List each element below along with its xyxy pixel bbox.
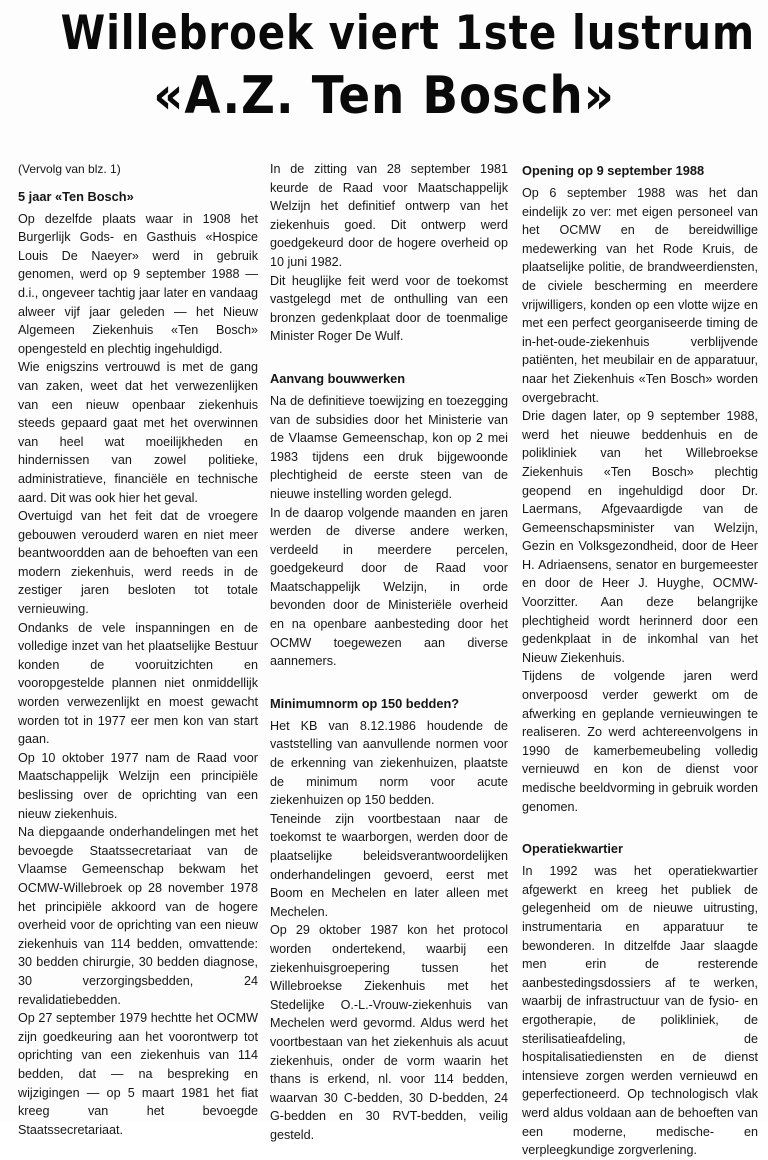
paragraph: Het KB van 8.12.1986 houdende de vaststelling van aanvullende normen voor de erkenning van ziekenhuizen, plaatste de minimum norm voor acute ziekenhuizen op 150 bedden. bbox=[270, 718, 508, 808]
column-3 bbox=[522, 160, 758, 1158]
paragraph: Drie dagen later, op 9 september 1988, werd het nieuwe beddenhuis en de polikliniek van het Willebroekse Ziekenhuis «Ten Bosch» plechtig geopend en ingehuldigd door Dr. Laermans, Afgevaardigde van de Gemeenschapsminister van Welzijn, Gezin en Volksgezondheid, door de Heer H. Adriaensens, senator en burgemeester en door de Heer J. Huyghe, OCMW-Voorzitter. Aan deze belangrijke plechtigheid wordt herinnerd door een gedenkplaat in de inkomhal van het Nieuw Ziekenhuis. bbox=[522, 409, 758, 665]
continued-note: (Vervolg van blz. 1) bbox=[18, 162, 121, 176]
spacer bbox=[522, 816, 758, 830]
paragraph: Na de definitieve toewijzing en toezegging van de subsidies door het Ministerie van de Vlaamse Gemeenschap, kon op 2 mei 1983 tijdens een druk bijgewoonde plechtigheid de eerste steen van de nieuwe instelling worden gelegd. bbox=[270, 393, 508, 501]
paragraph: Op 29 oktober 1987 kon het protocol worden ondertekend, waarbij een ziekenhuisgroepering tussen het Willebroekse Ziekenhuis met het Stedelijke O.-L.-Vrouw-ziekenhuis van Mechelen werd gevormd. Aldus werd het voortbestaan van het ziekenhuis als acuut ziekenhuis, onder de vorm waarin het thans is erkend, nl. voor 114 bedden, waarvan 30 C-bedden, 30 D-bedden, 24 G-bedden en 30 RVT-bedden, veilig gesteld. bbox=[270, 923, 508, 1142]
headline-line-1: Willebroek viert 1ste lustrum bbox=[60, 6, 755, 61]
paragraph: In 1992 was het operatiekwartier afgewerkt en kreeg het publiek de gelegenheid om de nieuwe uitrusting, instrumentaria en apparatuur te bewonderen. In ditzelfde Jaar slaagde men erin de resterende aanbestedingsdossiers af te werken, waarbij de infrastructuur van de fysio- en ergotherapie, de polikliniek, de sterilisatieafdeling, de hospitalisatiediensten en de dienst intensieve zorgen werden vernieuwd en geperfectioneerd. Op technologisch vlak werd aldus voldaan aan de behoeften van een moderne, medische- en verpleegkundige zorgverlening. bbox=[522, 864, 758, 1158]
paragraph: In de zitting van 28 september 1981 keurde de Raad voor Maatschappelijk Welzijn het definitief ontwerp van het ziekenhuis goed. Dit ontwerp werd goedgekeurd door de hogere overheid op 10 juni 1982. bbox=[270, 162, 508, 269]
column-1 bbox=[18, 160, 258, 1137]
spacer bbox=[270, 671, 508, 685]
headline-line-2: «A.Z. Ten Bosch» bbox=[153, 66, 615, 126]
paragraph: Tijdens de volgende jaren werd onverpoosd verder gewerkt om de afwerking en geplande vernieuwingen te realiseren. Zo werd achtereenvolgens in 1990 de kamerbemeubeling volledig vernieuwd en kon de dienst voor medische beeldvorming in gebruik worden genomen. bbox=[522, 669, 758, 814]
paragraph: Teneinde zijn voortbestaan naar de toekomst te waarborgen, werden door de plaatselijke beleidsverantwoordelijken onderhandelingen gevoerd, eerst met Boom en Mechelen en later alleen met Mechelen. bbox=[270, 811, 508, 919]
paragraph: Dit heuglijke feit werd voor de toekomst vastgelegd met de onthulling van een bronzen gedenkplaat door de toenmalige Minister Roger De Wulf. bbox=[270, 273, 508, 344]
paragraph: Wie enigszins vertrouwd is met de gang van zaken, weet dat het verwezenlijken van een nieuw openbaar ziekenhuis steeds gepaard gaat met het overwinnen van heel wat moeilijkheden en hindernissen van zowel politieke, administratieve, financiële en technische aard. Dit was ook hier het geval. bbox=[18, 360, 258, 505]
subheading-minimumnorm: Minimumnorm op 150 bedden? bbox=[270, 695, 460, 711]
paragraph: Na diepgaande onderhandelingen met het bevoegde Staatssecretariaat van de Vlaamse Gemeenschap bekwam het OCMW-Willebroek op 28 november 1978 het principiële akkoord van de hogere overheid voor de oprichting van een nieuw ziekenhuis van 114 bedden, omvattende: 30 bedden chirurgie, 30 bedden diagnose, 30 verzorgingsbedden, 24 revalidatiebedden. bbox=[18, 825, 258, 1007]
spacer bbox=[270, 346, 508, 360]
paragraph: In de daarop volgende maanden en jaren werden de diverse andere werken, verdeeld in meerdere percelen, goedgekeurd door de Raad voor Maatschappelijk Welzijn, in orde bevonden door de Ministeriële overheid en na openbare aanbesteding door het OCMW toegewezen aan diverse aannemers. bbox=[270, 505, 508, 669]
subheading-opening: Opening op 9 september 1988 bbox=[522, 163, 705, 178]
paragraph: Overtuigd van het feit dat de vroegere gebouwen verouderd waren en niet meer beantwoordden aan de behoeften van een modern ziekenhuis, werd reeds in de zestiger jaren besloten tot totale vernieuwing. bbox=[18, 509, 258, 617]
paragraph: Op dezelfde plaats waar in 1908 het Burgerlijk Gods- en Gasthuis «Hospice Louis De Naeyer» werd in gebruik genomen, werd op 9 september 1988 — d.i., ongeveer tachtig jaar later en vandaag alweer vijf jaar geleden — het Nieuw Algemeen Ziekenhuis «Ten Bosch» opengesteld en plechtig ingehuldigd. bbox=[18, 211, 258, 356]
subheading-aanvang-bouwwerken: Aanvang bouwwerken bbox=[270, 370, 406, 386]
paragraph: Op 27 september 1979 hechtte het OCMW zijn goedkeuring aan het voorontwerp tot oprichting van een ziekenhuis van 114 bedden, dat — na bespreking en wijzigingen — op 5 maart 1981 het fiat kreeg van het bevoegde Staatssecretariaat. bbox=[18, 1011, 258, 1137]
paragraph: Ondanks de vele inspanningen en de volledige inzet van het plaatselijke Bestuur konden de vooruitzichten en vooropgestelde plannen niet onmiddellijk worden verwezenlijkt en moest gewacht worden tot in 1977 eer men kon van start gaan. bbox=[18, 620, 258, 747]
paragraph: Op 10 oktober 1977 nam de Raad voor Maatschappelijk Welzijn een principiële beslissing over de oprichting van een nieuw ziekenhuis. bbox=[18, 750, 258, 821]
column-2 bbox=[270, 160, 508, 1142]
subheading-5-jaar: 5 jaar «Ten Bosch» bbox=[18, 188, 134, 204]
paragraph: Op 6 september 1988 was het dan eindelijk zo ver: met eigen personeel van het OCMW en de bereidwillige medewerking van het Rode Kruis, de plaatselijke politie, de brandweerdiensten, de civiele bescherming en meerdere vrijwilligers, konden op een vlotte wijze en met een perfect georganiseerde timing de in-het-oude-ziekenhuis verblijvende patiënten, het meubilair en de apparatuur, naar het Ziekenhuis «Ten Bosch» worden overgebracht. bbox=[522, 186, 758, 405]
subheading-operatiekwartier: Operatiekwartier bbox=[522, 841, 624, 857]
